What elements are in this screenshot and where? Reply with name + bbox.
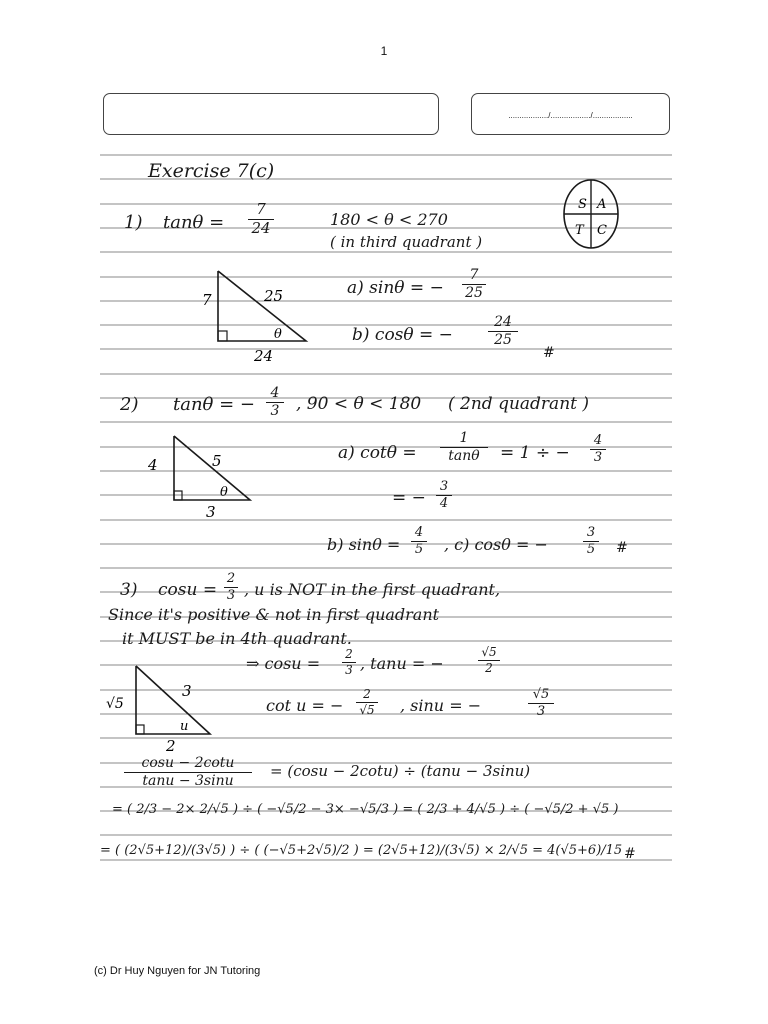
q1-note: ( in third quadrant ) bbox=[330, 233, 483, 251]
q1-part-b-fraction: 24 25 bbox=[488, 315, 518, 347]
q2-adj-label: 3 bbox=[206, 503, 216, 520]
q2-part-a-result: = − bbox=[392, 488, 426, 508]
q1-part-a-fraction: 7 25 bbox=[462, 268, 486, 300]
q2-range: , 90 < θ < 180 bbox=[296, 394, 422, 414]
q1-adj-label: 24 bbox=[254, 347, 274, 365]
quadrant-t: T bbox=[575, 223, 584, 238]
q1-triangle bbox=[196, 265, 316, 365]
q2-angle-label: θ bbox=[220, 485, 228, 500]
q1-number: 1) bbox=[124, 212, 143, 233]
q3-hyp-label: 3 bbox=[182, 682, 192, 700]
q3-angle-label: u bbox=[180, 719, 189, 734]
q3-line4-tan-fraction: √5 2 bbox=[478, 646, 500, 674]
q2-hyp-label: 5 bbox=[212, 452, 222, 470]
q1-part-a: a) sinθ = − bbox=[347, 278, 444, 298]
q3-line1: , u is NOT in the first quadrant, bbox=[244, 580, 501, 599]
q2-given-fraction: 4 3 bbox=[266, 386, 284, 418]
q3-line3: it MUST be in 4th quadrant. bbox=[122, 629, 352, 648]
q2-part-a-rhs: = 1 ÷ − bbox=[500, 443, 570, 463]
q3-line4-a: ⇒ cosu = bbox=[246, 654, 321, 673]
q1-angle-label: θ bbox=[274, 327, 282, 342]
q1-range: 180 < θ < 270 bbox=[330, 210, 448, 229]
q3-given: cosu = bbox=[158, 580, 218, 600]
q3-sin-fraction: √5 3 bbox=[528, 688, 554, 718]
q2-note: ( 2nd quadrant ) bbox=[448, 394, 590, 414]
q1-hyp-label: 25 bbox=[264, 287, 284, 305]
q3-step2: = ( (2√5+12)/(3√5) ) ÷ ( (−√5+2√5)/2 ) = (2√5+12)/(3√5) × 2/√5 = 4(√5+6)/15 bbox=[100, 843, 623, 858]
q2-opp-label: 4 bbox=[148, 456, 158, 474]
q1-given-fraction: 7 24 bbox=[248, 202, 274, 237]
q3-step1: = ( 2/3 − 2× 2/√5 ) ÷ ( −√5/2 − 3× −√5/3 ) = ( 2/3 + 4/√5 ) ÷ ( −√5/2 + √5 ) bbox=[112, 802, 619, 817]
quadrant-s: S bbox=[578, 197, 587, 212]
q2-part-a-result-fraction: 3 4 bbox=[436, 480, 452, 510]
q3-line2: Since it's positive & not in first quadrant bbox=[108, 605, 440, 624]
q3-triangle bbox=[104, 660, 216, 755]
q3-given-fraction: 2 3 bbox=[224, 572, 238, 602]
q2-part-b-fraction: 4 5 bbox=[411, 526, 427, 556]
q2-part-a-fraction: 1 tanθ bbox=[440, 431, 488, 463]
q1-end-mark: # bbox=[543, 345, 555, 361]
page-number: 1 bbox=[380, 44, 388, 58]
q1-opp-label: 7 bbox=[202, 291, 212, 309]
q3-end-mark: # bbox=[624, 846, 636, 862]
q2-part-c-fraction: 3 5 bbox=[583, 526, 599, 556]
q1-part-b: b) cosθ = − bbox=[352, 325, 453, 345]
q3-expression: cosu − 2cotu tanu − 3sinu bbox=[124, 756, 252, 788]
q3-number: 3) bbox=[120, 580, 138, 600]
footer-copyright: (c) Dr Huy Nguyen for JN Tutoring bbox=[94, 965, 261, 977]
q2-part-b: b) sinθ = bbox=[327, 535, 401, 554]
q3-line4-fraction: 2 3 bbox=[342, 648, 356, 676]
q3-cot-fraction: 2 √5 bbox=[356, 688, 378, 716]
q2-given: tanθ = − bbox=[173, 394, 256, 415]
q3-adj-label: 2 bbox=[166, 737, 176, 755]
q2-number: 2) bbox=[120, 394, 139, 415]
q1-given-lhs: tanθ = bbox=[163, 212, 225, 233]
q3-opp-label: √5 bbox=[106, 696, 124, 712]
q2-triangle bbox=[142, 428, 262, 520]
date-placeholder: ................../................../.................. bbox=[508, 111, 633, 120]
q3-line4-b: , tanu = − bbox=[360, 654, 444, 673]
q3-cot: cot u = − bbox=[266, 696, 344, 715]
q2-end-mark: # bbox=[616, 540, 628, 556]
quadrant-a: A bbox=[597, 197, 607, 212]
q3-expression-rhs: = (cosu − 2cotu) ÷ (tanu − 3sinu) bbox=[270, 762, 531, 780]
q2-part-a: a) cotθ = bbox=[338, 443, 417, 463]
quadrant-chart bbox=[562, 178, 620, 250]
q2-part-a-rhs-fraction: 4 3 bbox=[590, 434, 606, 464]
q2-part-c: , c) cosθ = − bbox=[444, 535, 548, 554]
quadrant-c: C bbox=[597, 223, 607, 238]
q3-sin: , sinu = − bbox=[400, 696, 482, 715]
exercise-title: Exercise 7(c) bbox=[148, 160, 275, 182]
